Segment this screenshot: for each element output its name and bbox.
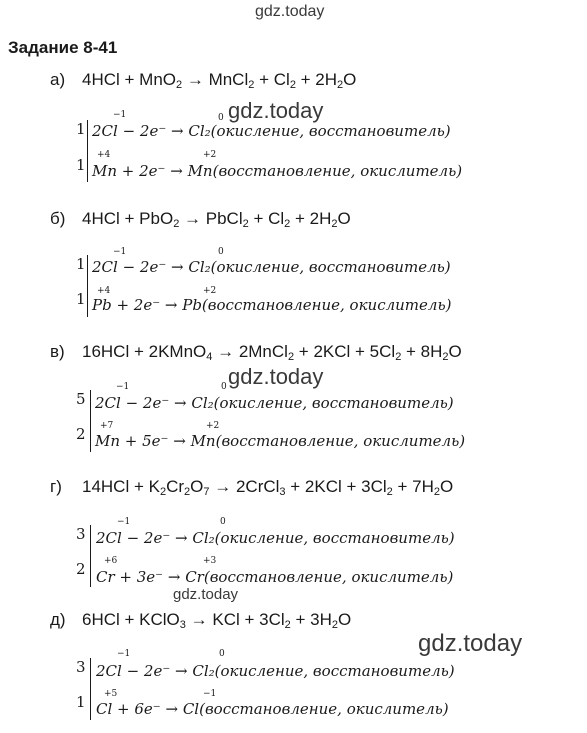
- equation-segment: O: [343, 70, 357, 89]
- task-g-ox1-left: −1: [117, 517, 131, 527]
- task-d-equation: [82, 610, 351, 630]
- equation-segment: O: [448, 342, 462, 361]
- equation-segment: 4HCl + MnO: [82, 70, 176, 89]
- task-g-half2: Cr + 3e⁻ → Cr(восстановление, окислитель): [96, 568, 454, 586]
- task-d-balance-bar: [90, 658, 91, 720]
- task-a-balance-bar: [87, 120, 88, 182]
- task-v-equation: [82, 342, 462, 362]
- equation-segment: + 2KCl + 3Cl: [285, 477, 387, 496]
- task-v-balance-bar: [90, 390, 91, 452]
- watermark-1: gdz.today: [228, 98, 324, 123]
- task-v-half2: Mn + 5e⁻ → Mn(восстановление, окислитель): [95, 432, 466, 450]
- equation-segment: + 2KCl + 5Cl: [294, 342, 396, 361]
- equation-segment: + 3H: [290, 610, 332, 629]
- task-g-equation: [82, 477, 453, 497]
- task-b-half1: 2Cl − 2e⁻ → Cl₂(окисление, восстановитель): [92, 258, 451, 276]
- task-d-ox1-left: −1: [117, 649, 131, 659]
- task-a-half1: 2Cl − 2e⁻ → Cl₂(окисление, восстановитель): [92, 122, 451, 140]
- task-a-ox2-left: +4: [97, 150, 111, 160]
- task-g-ox2-right: +3: [203, 556, 217, 566]
- task-a-ox1-left: −1: [113, 110, 127, 120]
- watermark-top: gdz.today: [255, 3, 325, 20]
- task-b-coef1: 1: [76, 255, 86, 273]
- equation-segment: O: [337, 209, 351, 228]
- equation-subscript: 7: [203, 486, 210, 498]
- watermark-4: gdz.today: [418, 630, 523, 657]
- page-title: Задание 8-41: [8, 38, 118, 57]
- equation-segment: O: [338, 610, 352, 629]
- task-g-ox2-left: +6: [104, 556, 118, 566]
- task-v-coef1: 5: [76, 390, 86, 408]
- equation-subscript: 2: [248, 79, 255, 91]
- equation-subscript: 2: [176, 79, 183, 91]
- equation-segment: + 7H: [392, 477, 434, 496]
- task-v-ox1-right: 0: [221, 382, 227, 392]
- task-b-ox2-left: +4: [97, 286, 111, 296]
- equation-segment: → 2MnCl: [212, 342, 288, 361]
- task-d-label: д): [50, 610, 66, 629]
- equation-subscript: 2: [331, 619, 338, 631]
- equation-subscript: 2: [173, 218, 180, 230]
- task-b-equation: [82, 209, 351, 229]
- task-b-coef2: 1: [76, 290, 86, 308]
- equation-segment: Cr: [166, 477, 185, 496]
- task-d-ox2-right: −1: [203, 689, 217, 699]
- equation-segment: O: [190, 477, 204, 496]
- task-d-coef2: 1: [76, 693, 86, 711]
- task-v-half1: 2Cl − 2e⁻ → Cl₂(окисление, восстановитель): [95, 394, 454, 412]
- task-g-label: г): [50, 477, 62, 496]
- equation-segment: → PbCl: [179, 209, 243, 228]
- task-d-half2: Cl + 6e⁻ → Cl(восстановление, окислитель): [96, 700, 449, 718]
- equation-segment: → MnCl: [182, 70, 249, 89]
- task-v-coef2: 2: [76, 425, 86, 443]
- equation-segment: 14HCl + K: [82, 477, 160, 496]
- equation-segment: + Cl: [248, 209, 285, 228]
- equation-segment: → 2CrCl: [209, 477, 280, 496]
- equation-subscript: 2: [386, 486, 393, 498]
- task-a-label: а): [50, 70, 66, 89]
- equation-subscript: 2: [289, 79, 296, 91]
- equation-segment: 4HCl + PbO: [82, 209, 174, 228]
- task-v-ox2-right: +2: [206, 421, 220, 431]
- equation-subscript: 2: [433, 486, 441, 498]
- equation-segment: + 2H: [295, 70, 338, 89]
- equation-subscript: 2: [331, 218, 338, 230]
- task-d-coef1: 3: [76, 658, 86, 676]
- equation-subscript: 2: [184, 486, 191, 498]
- equation-subscript: 4: [206, 351, 213, 363]
- task-d-half1: 2Cl − 2e⁻ → Cl₂(окисление, восстановитель): [96, 662, 455, 680]
- task-g-coef1: 3: [76, 525, 86, 543]
- equation-subscript: 3: [179, 619, 186, 631]
- task-a-coef2: 1: [76, 156, 86, 174]
- task-v-ox1-left: −1: [116, 382, 130, 392]
- task-g-half1: 2Cl − 2e⁻ → Cl₂(окисление, восстановитель): [96, 529, 455, 547]
- equation-subscript: 2: [284, 619, 291, 631]
- equation-subscript: 2: [337, 79, 344, 91]
- equation-segment: + 2H: [290, 209, 332, 228]
- equation-subscript: 2: [395, 351, 402, 363]
- watermark-3: gdz.today: [173, 586, 239, 603]
- watermark-2: gdz.today: [228, 364, 324, 389]
- task-d-ox2-left: +5: [104, 689, 118, 699]
- task-a-half2: Mn + 2e⁻ → Mn(восстановление, окислитель): [92, 162, 463, 180]
- equation-subscript: 3: [279, 486, 286, 498]
- task-a-coef1: 1: [76, 120, 86, 138]
- task-b-label: б): [50, 209, 66, 228]
- task-d-ox1-right: 0: [219, 649, 225, 659]
- task-b-ox1-left: −1: [113, 247, 127, 257]
- task-g-coef2: 2: [76, 560, 86, 578]
- task-v-label: в): [50, 342, 65, 361]
- equation-subscript: 2: [284, 218, 291, 230]
- equation-segment: O: [440, 477, 454, 496]
- equation-subscript: 2: [287, 351, 295, 363]
- equation-segment: + 8H: [401, 342, 443, 361]
- task-a-ox2-right: +2: [203, 150, 217, 160]
- task-a-equation: [82, 70, 356, 90]
- equation-subscript: 2: [159, 486, 167, 498]
- equation-segment: → KCl + 3Cl: [185, 610, 285, 629]
- equation-subscript: 2: [442, 351, 449, 363]
- equation-subscript: 2: [242, 218, 249, 230]
- task-b-ox1-right: 0: [218, 247, 224, 257]
- equation-segment: + Cl: [254, 70, 290, 89]
- equation-segment: 6HCl + KClO: [82, 610, 180, 629]
- task-b-balance-bar: [87, 255, 88, 317]
- equation-segment: 16HCl + 2KMnO: [82, 342, 207, 361]
- task-b-half2: Pb + 2e⁻ → Pb(восстановление, окислитель): [92, 296, 452, 314]
- task-v-ox2-left: +7: [100, 421, 114, 431]
- task-b-ox2-right: +2: [203, 286, 217, 296]
- task-a-ox1-right: 0: [218, 113, 224, 123]
- task-g-ox1-right: 0: [220, 517, 226, 527]
- task-g-balance-bar: [90, 525, 91, 587]
